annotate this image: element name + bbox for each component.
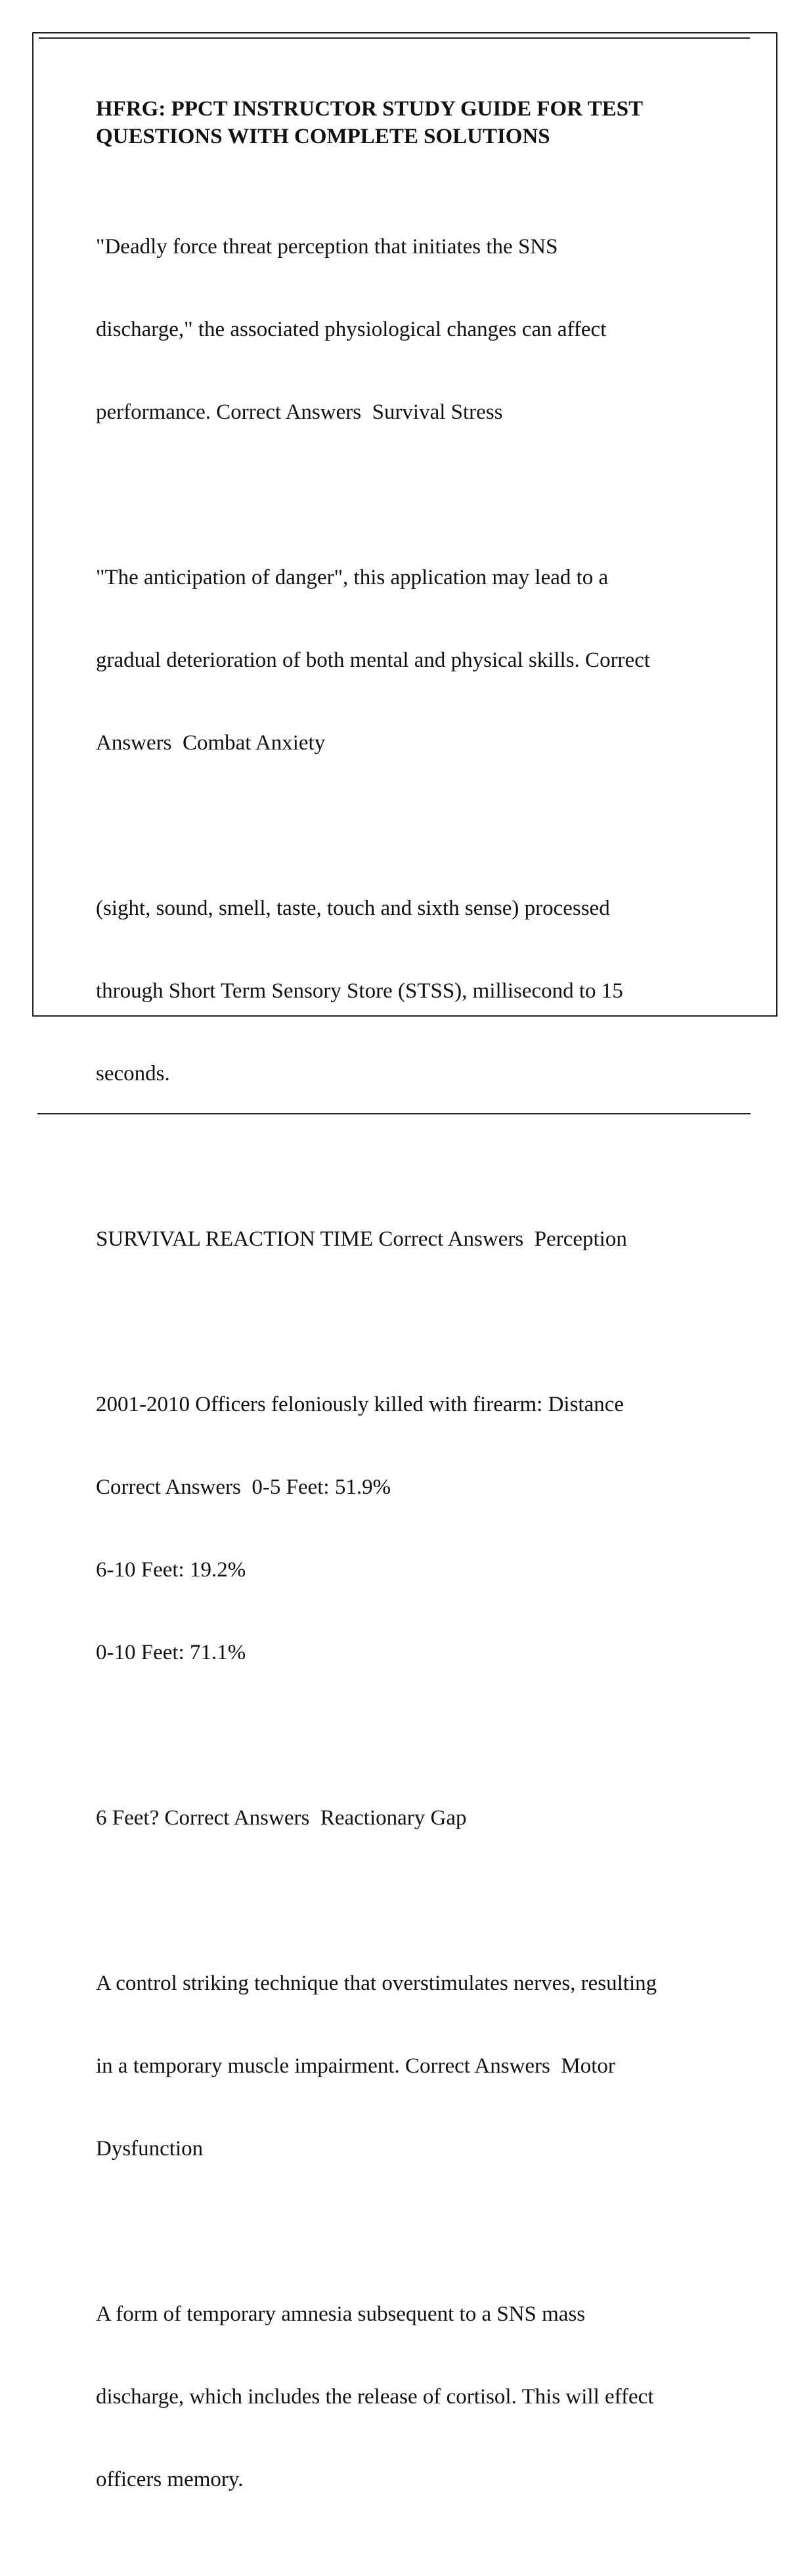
document-title bbox=[96, 95, 746, 150]
entry-line: performance. Correct Answers Survival Stress bbox=[96, 400, 503, 424]
entry-line: 6-10 Feet: 19.2% bbox=[96, 1558, 246, 1582]
qa-entry bbox=[96, 509, 746, 812]
entry-line: seconds. bbox=[96, 1062, 170, 1086]
entry-line: "The anticipation of danger", this application may lead to a bbox=[96, 566, 609, 589]
entry-line: gradual deterioration of both mental and physical skills. Correct bbox=[96, 648, 651, 672]
qa-entry bbox=[96, 1914, 746, 2218]
title-line: HFRG: PPCT INSTRUCTOR STUDY GUIDE FOR TEST bbox=[96, 97, 644, 121]
entry-line: (sight, sound, smell, taste, touch and sixth sense) processed bbox=[96, 897, 610, 920]
entry-line: discharge, which includes the release of cortisol. This will effect bbox=[96, 2385, 654, 2409]
bottom-rule bbox=[37, 1113, 751, 1114]
entry-line: "Deadly force threat perception that initiates the SNS bbox=[96, 235, 558, 259]
qa-entry bbox=[96, 839, 746, 1143]
entry-line: discharge," the associated physiological changes can affect bbox=[96, 318, 607, 341]
qa-entry bbox=[96, 1749, 746, 1887]
qa-entry bbox=[96, 1336, 746, 1721]
entry-line: SURVIVAL REACTION TIME Correct Answers Perception bbox=[96, 1227, 627, 1251]
document-body bbox=[96, 95, 746, 2576]
entry-line: A control striking technique that overstimulates nerves, resulting bbox=[96, 1972, 657, 1995]
qa-entry bbox=[96, 2245, 746, 2548]
entry-line: 2001-2010 Officers feloniously killed with firearm: Distance bbox=[96, 1393, 624, 1416]
entry-line: Correct Answers 0-5 Feet: 51.9% bbox=[96, 1475, 391, 1499]
top-rule bbox=[39, 37, 750, 39]
entry-line: Dysfunction bbox=[96, 2137, 204, 2161]
entry-line: in a temporary muscle impairment. Correct Answers Motor bbox=[96, 2054, 615, 2078]
qa-entry bbox=[96, 1170, 746, 1308]
page-frame bbox=[32, 32, 777, 2491]
entry-line: 0-10 Feet: 71.1% bbox=[96, 1641, 246, 1664]
entry-line: officers memory. bbox=[96, 2468, 244, 2491]
entry-line: Answers Combat Anxiety bbox=[96, 731, 326, 755]
entry-line: A form of temporary amnesia subsequent to a SNS mass bbox=[96, 2302, 586, 2326]
qa-entry bbox=[96, 178, 746, 481]
title-line: QUESTIONS WITH COMPLETE SOLUTIONS bbox=[96, 125, 550, 148]
entry-line: 6 Feet? Correct Answers Reactionary Gap bbox=[96, 1806, 467, 1830]
entry-line: through Short Term Sensory Store (STSS), millisecond to 15 bbox=[96, 979, 623, 1003]
